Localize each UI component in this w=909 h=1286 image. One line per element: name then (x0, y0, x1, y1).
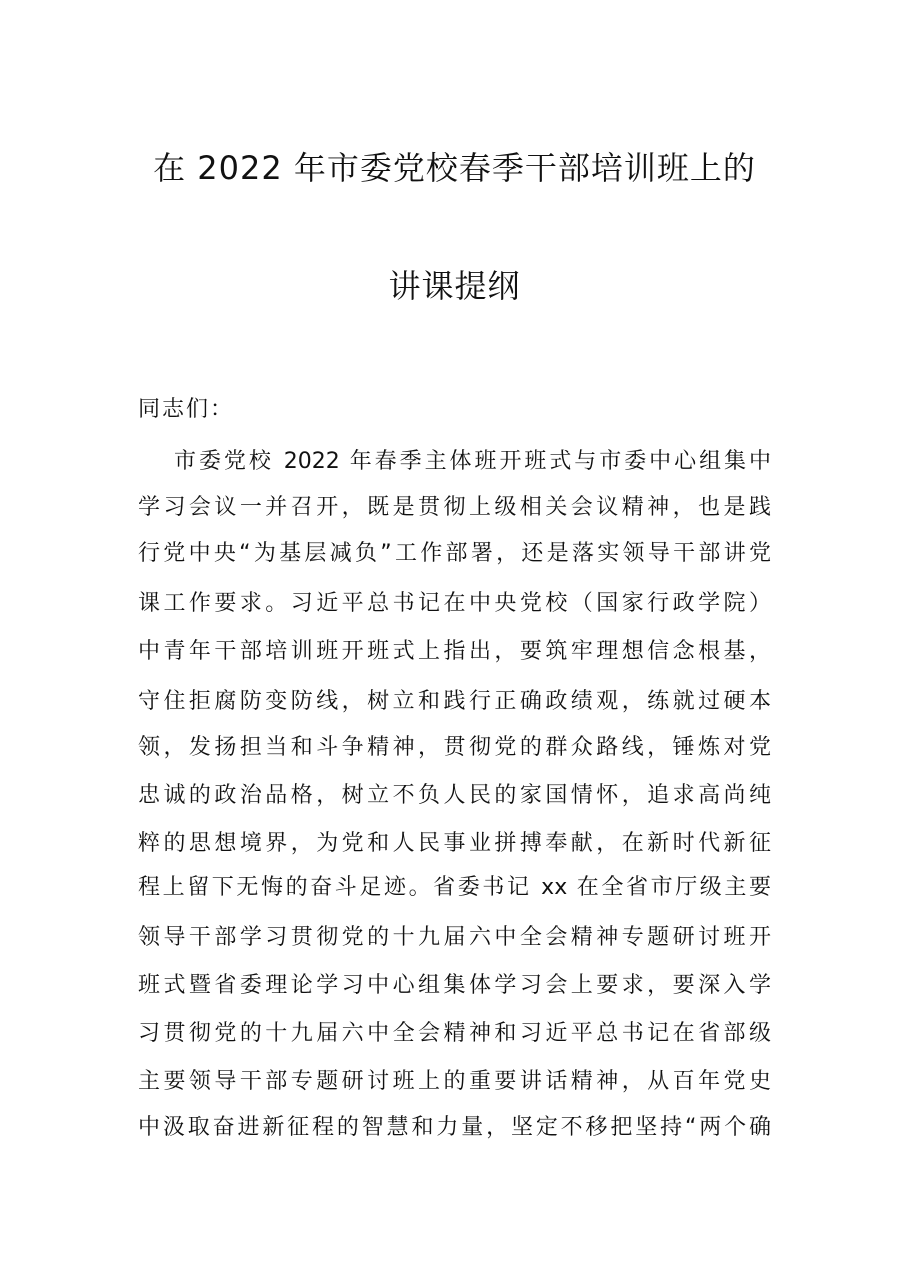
body-line: 守住拒腐防变防线，树立和践行正确政绩观，练就过硬本 (138, 689, 771, 714)
body-line: 课工作要求。习近平总书记在中央党校（国家行政学院） (138, 591, 771, 616)
body-line: 市委党校 2022 年春季主体班开班式与市委中心组集中 (174, 449, 771, 474)
body-line: 中青年干部培训班开班式上指出，要筑牢理想信念根基， (138, 639, 771, 664)
body-line: 中汲取奋进新征程的智慧和力量，坚定不移把坚持“两个确 (138, 1115, 771, 1140)
body-line: 习贯彻党的十九届六中全会精神和习近平总书记在省部级 (138, 1021, 771, 1046)
body-line: 学习会议一并召开，既是贯彻上级相关会议精神，也是践 (138, 495, 771, 520)
document-title-line-2: 讲课提纲 (388, 267, 521, 305)
body-line: 程上留下无悔的奋斗足迹。省委书记 xx 在全省市厅级主要 (138, 875, 771, 900)
document-title-line-1: 在 2022 年市委党校春季干部培训班上的 (153, 149, 756, 187)
salutation: 同志们： (138, 397, 235, 422)
body-line: 领导干部学习贯彻党的十九届六中全会精神专题研讨班开 (138, 925, 771, 950)
body-line: 班式暨省委理论学习中心组集体学习会上要求，要深入学 (138, 973, 771, 998)
body-line: 领，发扬担当和斗争精神，贯彻党的群众路线，锤炼对党 (138, 735, 771, 760)
body-line: 忠诚的政治品格，树立不负人民的家国情怀，追求高尚纯 (138, 783, 771, 808)
body-line: 粹的思想境界，为党和人民事业拼搏奉献，在新时代新征 (138, 831, 771, 856)
body-line: 主要领导干部专题研讨班上的重要讲话精神，从百年党史 (138, 1069, 771, 1094)
body-line: 行党中央“为基层减负”工作部署，还是落实领导干部讲党 (138, 541, 771, 566)
